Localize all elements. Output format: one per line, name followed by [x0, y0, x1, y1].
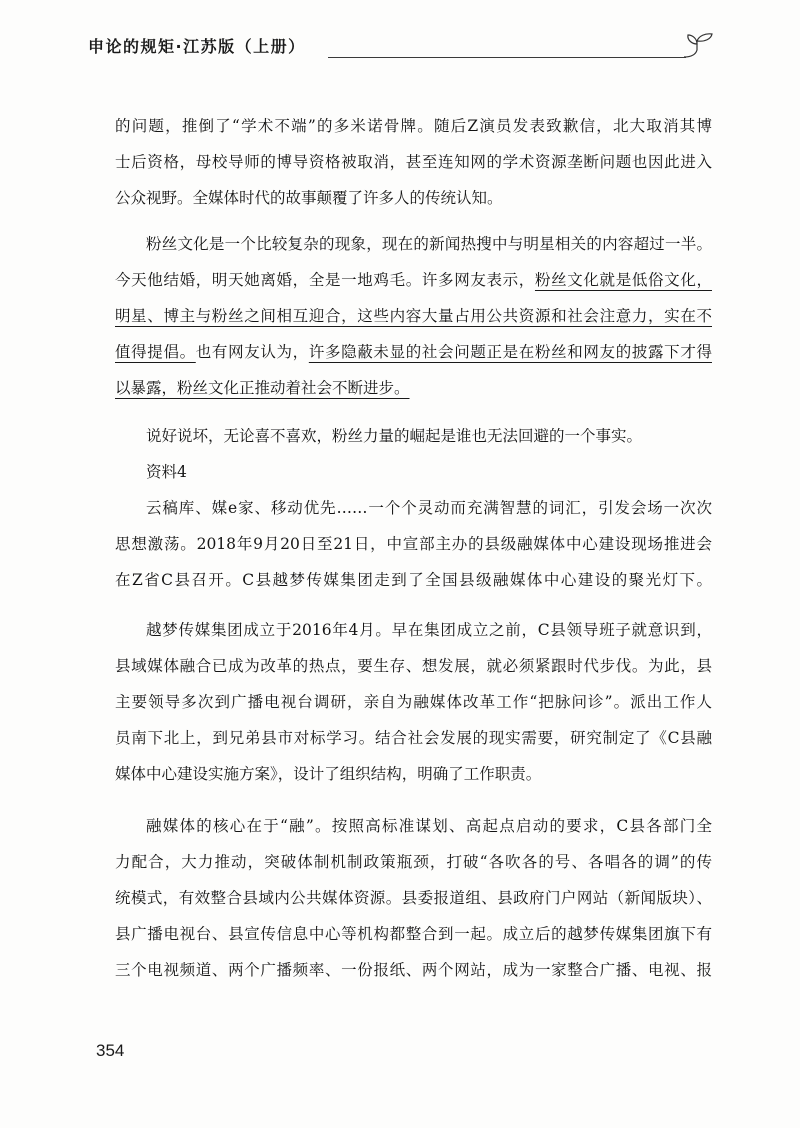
paragraph: [115, 490, 712, 598]
paragraph: [115, 808, 712, 988]
paragraph-line: 思想激荡。2018年9月20日至21日，中宣部主办的县级融媒体中心建设现场推进会: [115, 535, 712, 553]
paragraph-line: 县广播电视台、县宣传信息中心等机构都整合到一起。成立后的越梦传媒集团旗下有: [115, 925, 712, 943]
paragraph-line: 员南下北上，到兄弟县市对标学习。结合社会发展的现实需要，研究制定了《C县融: [115, 729, 712, 747]
paragraph: [115, 418, 712, 454]
underlined-text: 许多隐蔽未显的社会问题正是在粉丝和网友的披露下才得: [308, 343, 712, 361]
underlined-text: 粉丝文化就是低俗文化，: [534, 271, 712, 289]
paragraph-line: 主要领导多次到广播电视台调研，亲自为融媒体改革工作“把脉问诊”。派出工作人: [115, 693, 712, 711]
text-segment: 也有网友认为，: [195, 343, 309, 361]
paragraph-line: 三个电视频道、两个广播频率、一份报纸、两个网站，成为一家整合广播、电视、报: [115, 961, 712, 979]
section-label: [115, 454, 712, 490]
paragraph-line: [115, 262, 712, 298]
paragraph-line: [115, 334, 712, 370]
header-rule: [328, 57, 686, 58]
page-number: 354: [96, 1041, 125, 1060]
paragraph: [115, 226, 712, 406]
paragraph-line: 统模式，有效整合县域内公共媒体资源。县委报道组、县政府门户网站（新闻版块）、: [115, 889, 712, 907]
paragraph-line: 说好说坏，无论喜不喜欢，粉丝力量的崛起是谁也无法回避的一个事实。: [146, 427, 643, 445]
paragraph-line: 的问题，推倒了“学术不端”的多米诺骨牌。随后Z演员发表致歉信，北大取消其博: [115, 117, 712, 135]
sprout-icon: [682, 28, 718, 62]
paragraph: [115, 108, 712, 216]
paragraph: [115, 612, 712, 792]
paragraph-line: 公众视野。全媒体时代的故事颠覆了许多人的传统认知。: [115, 189, 503, 207]
book-title: 申论的规矩·江苏版（上册）: [88, 37, 306, 56]
paragraph-line: [115, 370, 712, 406]
underlined-text: 以暴露，粉丝文化正推动着社会不断进步。: [115, 379, 410, 397]
page-body: [115, 108, 712, 988]
underlined-text: 值得提倡。: [115, 343, 196, 361]
paragraph-line: 云稿库、媒e家、移动优先……一个个灵动而充满智慧的词汇，引发会场一次次: [146, 499, 712, 517]
paragraph-line: 在Z省C县召开。C县越梦传媒集团走到了全国县级融媒体中心建设的聚光灯下。: [115, 571, 712, 589]
paragraph-line: [115, 226, 712, 262]
paragraph-line: 融媒体的核心在于“融”。按照高标准谋划、高起点启动的要求，C县各部门全: [146, 817, 712, 835]
paragraph-line: 越梦传媒集团成立于2016年4月。早在集团成立之前，C县领导班子就意识到，: [146, 621, 712, 639]
underlined-text: 明星、博主与粉丝之间相互迎合，这些内容大量占用公共资源和社会注意力，实在不: [115, 307, 712, 325]
paragraph-line: 力配合，大力推动，突破体制机制政策瓶颈，打破“各吹各的号、各唱各的调”的传: [115, 853, 712, 871]
section-label-text: 资料4: [146, 463, 187, 481]
text-segment: 今天他结婚，明天她离婚，全是一地鸡毛。许多网友表示，: [115, 271, 535, 289]
paragraph-line: [115, 298, 712, 334]
paragraph-line: 媒体中心建设实施方案》，设计了组织结构，明确了工作职责。: [115, 765, 542, 783]
text-segment: 粉丝文化是一个比较复杂的现象，现在的新闻热搜中与明星相关的内容超过一半。: [146, 235, 712, 253]
paragraph-line: 士后资格，母校导师的博导资格被取消，甚至连知网的学术资源垄断问题也因此进入: [115, 153, 712, 171]
paragraph-line: 县域媒体融合已成为改革的热点，要生存、想发展，就必须紧跟时代步伐。为此，县: [115, 657, 712, 675]
